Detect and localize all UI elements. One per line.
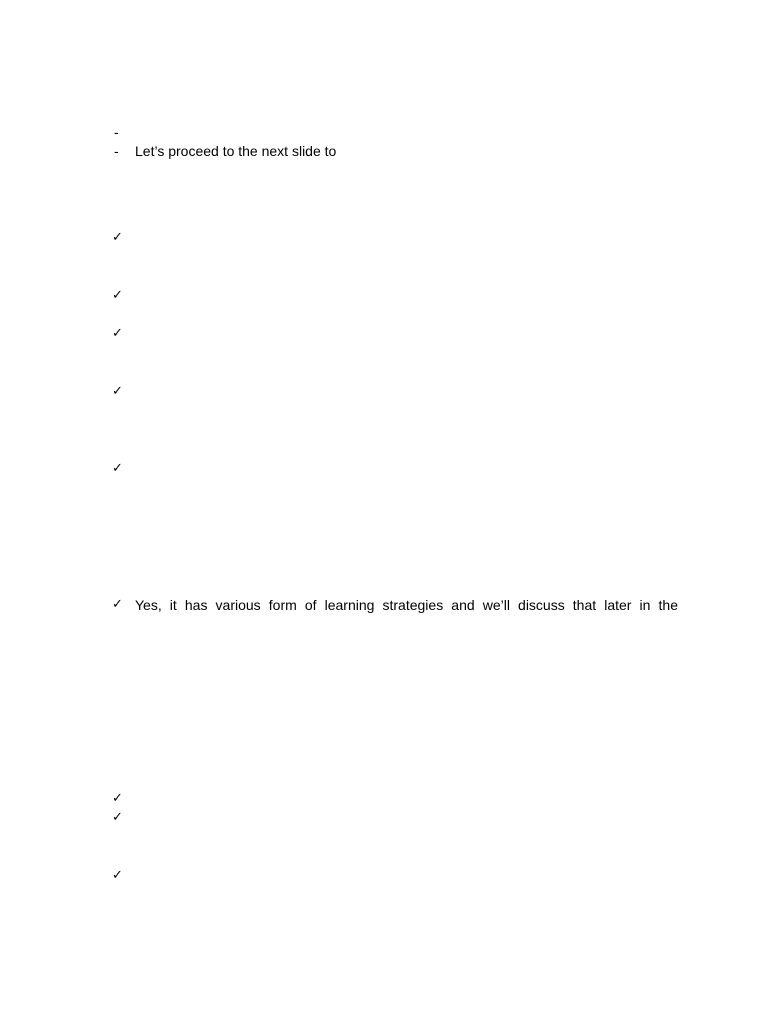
checkmark-icon: ✓ [112,461,123,476]
check-list-item [112,866,678,886]
check-list-item [112,382,678,402]
check-list-item [112,789,678,809]
check-list-item [112,808,678,828]
checkmark-icon: ✓ [112,810,123,825]
check-list-item [112,595,678,615]
dash-list-item [112,122,678,142]
checkmark-icon: ✓ [112,791,123,806]
checkmark-icon: ✓ [112,326,123,341]
dash-bullet: - [114,124,119,140]
checkmark-icon: ✓ [112,288,123,303]
dash-list-item [112,141,678,161]
checkmark-icon: ✓ [112,868,123,883]
dash-item-text: Let’s proceed to the next slide to [135,143,337,159]
checkmark-icon: ✓ [112,230,123,245]
check-list-item [112,459,678,479]
checkmark-icon: ✓ [112,597,123,612]
check-list-item [112,228,678,248]
check-list-item [112,286,678,306]
checkmark-icon: ✓ [112,384,123,399]
dash-bullet: - [114,143,119,159]
check-item-text: Yes, it has various form of learning strategies and we’ll discuss that later in the [135,597,678,613]
check-list-item [112,324,678,344]
